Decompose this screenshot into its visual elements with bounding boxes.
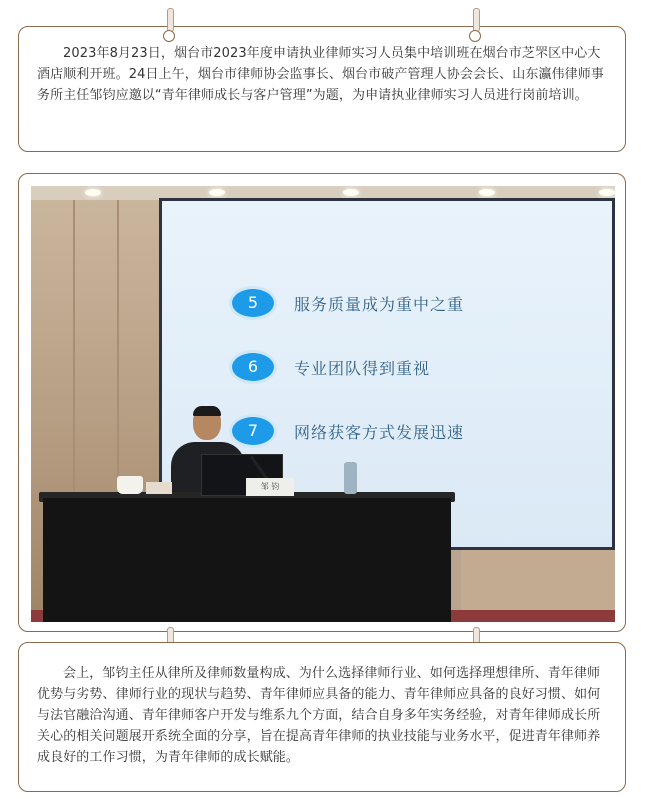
tea-cup [117, 476, 143, 494]
pin-decoration-left [160, 8, 180, 44]
papers [146, 482, 172, 494]
nameplate: 邹 钧 [246, 478, 294, 496]
summary-card [18, 642, 626, 792]
intro-card [18, 26, 626, 152]
summary-paragraph: 会上，邹钧主任从律所及律师数量构成、为什么选择律师行业、如何选择理想律所、青年律师优势与劣势、律师行业的现状与趋势、青年律师应具备的能力、青年律师应具备的良好习惯、如何与法官融洽沟通、青年律师客户开发与维系九个方面，结合自身多年实务经验，对青年律师成长所关心的相关问题展开系统全面的分享，旨在提高青年律师的执业技能与业务水平，促进青年律师养成良好的工作习惯，为青年律师的成长赋能。 [37, 666, 601, 765]
ceiling-lamp [209, 189, 225, 196]
podium-table [43, 498, 451, 622]
slide-item-number: 5 [232, 289, 274, 317]
slide-item-number: 7 [232, 417, 274, 445]
slide-item-text: 网络获客方式发展迅速 [294, 423, 465, 442]
slide-item-text: 服务质量成为重中之重 [294, 295, 465, 314]
pin-decoration-right [466, 8, 486, 44]
slide-item-number: 6 [232, 353, 274, 381]
ceiling-lamp [343, 189, 359, 196]
water-bottle [344, 462, 357, 494]
photo-wall-right [461, 550, 615, 610]
ceiling-lamp [479, 189, 495, 196]
training-photo [31, 186, 615, 622]
slide-item-text: 专业团队得到重视 [294, 359, 431, 378]
intro-paragraph: 2023年8月23日，烟台市2023年度申请执业律师实习人员集中培训班在烟台市芝罘区中心大酒店顺利开班。24日上午，烟台市律师协会监事长、烟台市破产管理人协会会长、山东瀛伟律师事务所主任邹钧应邀以“青年律师成长与客户管理”为题，为申请执业律师实习人员进行岗前培训。 [37, 46, 604, 103]
ceiling-lamp [85, 189, 101, 196]
photo-card [18, 173, 626, 632]
ceiling-lamp [599, 189, 615, 196]
